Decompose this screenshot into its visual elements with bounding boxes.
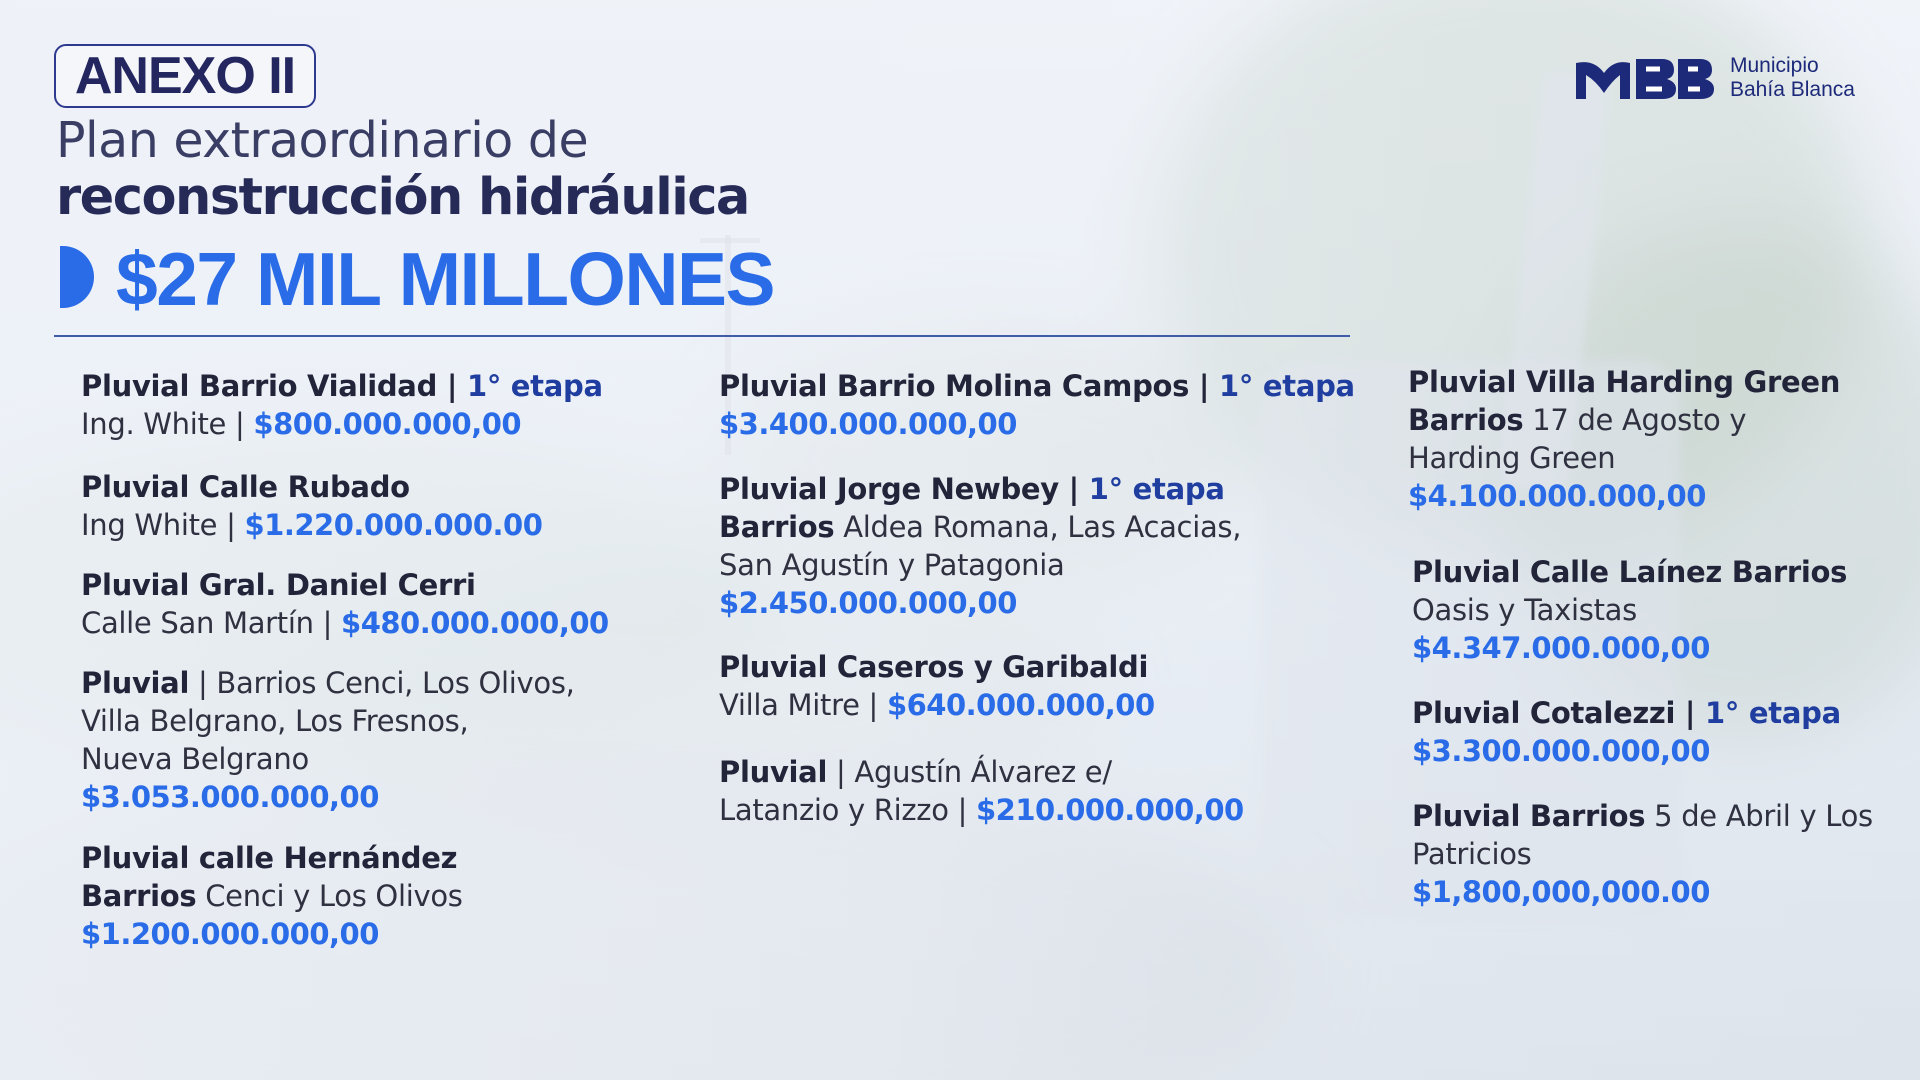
separator: | [217, 508, 245, 542]
item-desc: Villa Belgrano, Los Fresnos, [81, 704, 469, 738]
item-desc: Nueva Belgrano [81, 742, 309, 776]
list-item [1412, 694, 1841, 770]
item-amount: $3.053.000.000,00 [81, 780, 379, 814]
item-desc: Patricios [1412, 837, 1532, 871]
item-title: Pluvial Calle Laínez Barrios [1412, 555, 1848, 589]
item-location: Ing. White [81, 407, 227, 441]
item-desc: 17 de Agosto y [1523, 403, 1747, 437]
item-amount: $4.347.000.000,00 [1412, 631, 1710, 665]
logo-line2: Bahía Blanca [1730, 78, 1855, 101]
item-stage: 1° etapa [1219, 369, 1355, 403]
item-location: Villa Mitre [719, 688, 860, 722]
item-amount: $1.200.000.000,00 [81, 917, 379, 951]
item-stage: 1° etapa [1088, 472, 1225, 506]
item-amount: $480.000.000,00 [341, 606, 609, 640]
mbb-logo-icon [1574, 55, 1716, 101]
item-desc: Aldea Romana, Las Acacias, [834, 510, 1242, 544]
item-title: Pluvial Barrio Vialidad [81, 369, 438, 403]
list-item [81, 367, 603, 443]
item-title: Pluvial [719, 755, 828, 789]
separator: | [1058, 472, 1089, 506]
separator: | [226, 407, 254, 441]
page-title-line2: reconstrucción hidráulica [56, 168, 749, 227]
separator: | [1675, 696, 1706, 730]
municipio-logo [1574, 54, 1855, 102]
item-label: Barrios [1408, 403, 1524, 437]
separator: | [437, 369, 467, 403]
item-desc: Harding Green [1408, 441, 1616, 475]
item-desc: Agustín Álvarez e/ [854, 755, 1112, 789]
item-stage: 1° etapa [1705, 696, 1841, 730]
separator: | [827, 755, 855, 789]
item-title: Pluvial Villa Harding Green [1408, 365, 1841, 399]
list-item [81, 566, 609, 642]
item-amount: $3.400.000.000,00 [719, 407, 1017, 441]
list-item [1412, 797, 1873, 911]
item-stage: 1° etapa [466, 369, 603, 403]
item-location: Ing White [81, 508, 218, 542]
item-amount: $2.450.000.000,00 [719, 586, 1017, 620]
item-amount: $640.000.000,00 [886, 688, 1155, 722]
item-title: Pluvial calle Hernández [81, 841, 458, 875]
item-amount: $3.300.000.000,00 [1412, 734, 1710, 768]
item-title: Pluvial [81, 666, 190, 700]
item-title: Pluvial Calle Rubado [81, 470, 410, 504]
item-title: Pluvial Gral. Daniel Cerri [81, 568, 476, 602]
separator: | [948, 793, 976, 827]
separator: | [189, 666, 217, 700]
item-location: Cenci y Los Olivos [196, 879, 463, 913]
item-label: Barrios [719, 510, 835, 544]
item-desc: 5 de Abril y Los [1645, 799, 1873, 833]
item-amount: $800.000.000,00 [253, 407, 522, 441]
item-desc: Oasis y Taxistas [1412, 593, 1637, 627]
list-item [719, 367, 1355, 443]
separator: | [313, 606, 342, 640]
total-amount: $27 MIL MILLONES [116, 237, 775, 321]
item-title: Pluvial Cotalezzi [1412, 696, 1676, 730]
separator: | [859, 688, 887, 722]
header-divider [54, 335, 1350, 337]
item-desc: Latanzio y Rizzo [719, 793, 949, 827]
item-title: Pluvial Caseros y Garibaldi [719, 650, 1149, 684]
item-location: Calle San Martín [81, 606, 314, 640]
item-title: Pluvial Barrios [1412, 799, 1646, 833]
list-item [1408, 363, 1840, 515]
item-desc: San Agustín y Patagonia [719, 548, 1065, 582]
list-item [81, 664, 575, 816]
item-desc: Barrios Cenci, Los Olivos, [216, 666, 575, 700]
separator: | [1189, 369, 1220, 403]
logo-line1: Municipio [1730, 54, 1819, 77]
annex-badge: ANEXO II [54, 44, 316, 108]
list-item [719, 648, 1155, 724]
list-item [719, 470, 1241, 622]
item-amount: $210.000.000,00 [975, 793, 1244, 827]
list-item [81, 839, 463, 953]
item-amount: $1.220.000.000.00 [244, 508, 543, 542]
item-amount: $1,800,000,000.00 [1412, 875, 1710, 909]
item-title: Pluvial Jorge Newbey [719, 472, 1059, 506]
item-label: Barrios [81, 879, 197, 913]
list-item [1412, 553, 1847, 667]
page-title-line1: Plan extraordinario de [56, 112, 589, 169]
item-amount: $4.100.000.000,00 [1408, 479, 1706, 513]
list-item [81, 468, 542, 544]
list-item [719, 753, 1244, 829]
item-title: Pluvial Barrio Molina Campos [719, 369, 1190, 403]
